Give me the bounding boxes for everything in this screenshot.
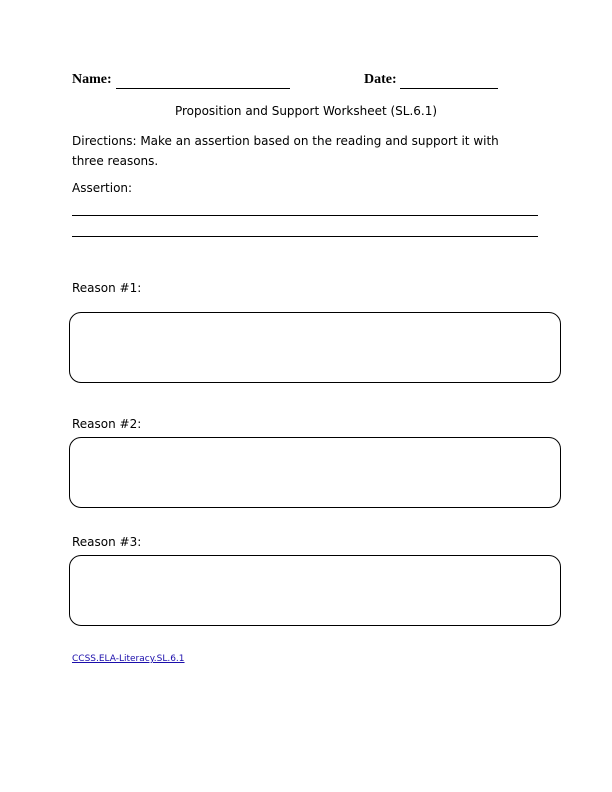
reason-1-box — [69, 312, 561, 383]
reason-3-box — [69, 555, 561, 626]
assertion-line-2 — [72, 236, 538, 237]
reason-2-label: Reason #2: — [72, 417, 142, 431]
standard-link[interactable]: CCSS.ELA-Literacy.SL.6.1 — [72, 654, 185, 664]
assertion-label: Assertion: — [72, 181, 133, 195]
reason-2-box — [69, 437, 561, 508]
name-label: Name: — [72, 72, 112, 87]
date-label: Date: — [364, 72, 397, 87]
name-blank-line — [116, 88, 290, 89]
reason-1-label: Reason #1: — [72, 281, 142, 295]
date-blank-line — [400, 88, 498, 89]
assertion-line-1 — [72, 215, 538, 216]
worksheet-title: Proposition and Support Worksheet (SL.6.1) — [174, 104, 438, 118]
reason-3-label: Reason #3: — [72, 535, 142, 549]
directions-text: Directions: Make an assertion based on the reading and support it with three reasons. — [72, 134, 499, 168]
